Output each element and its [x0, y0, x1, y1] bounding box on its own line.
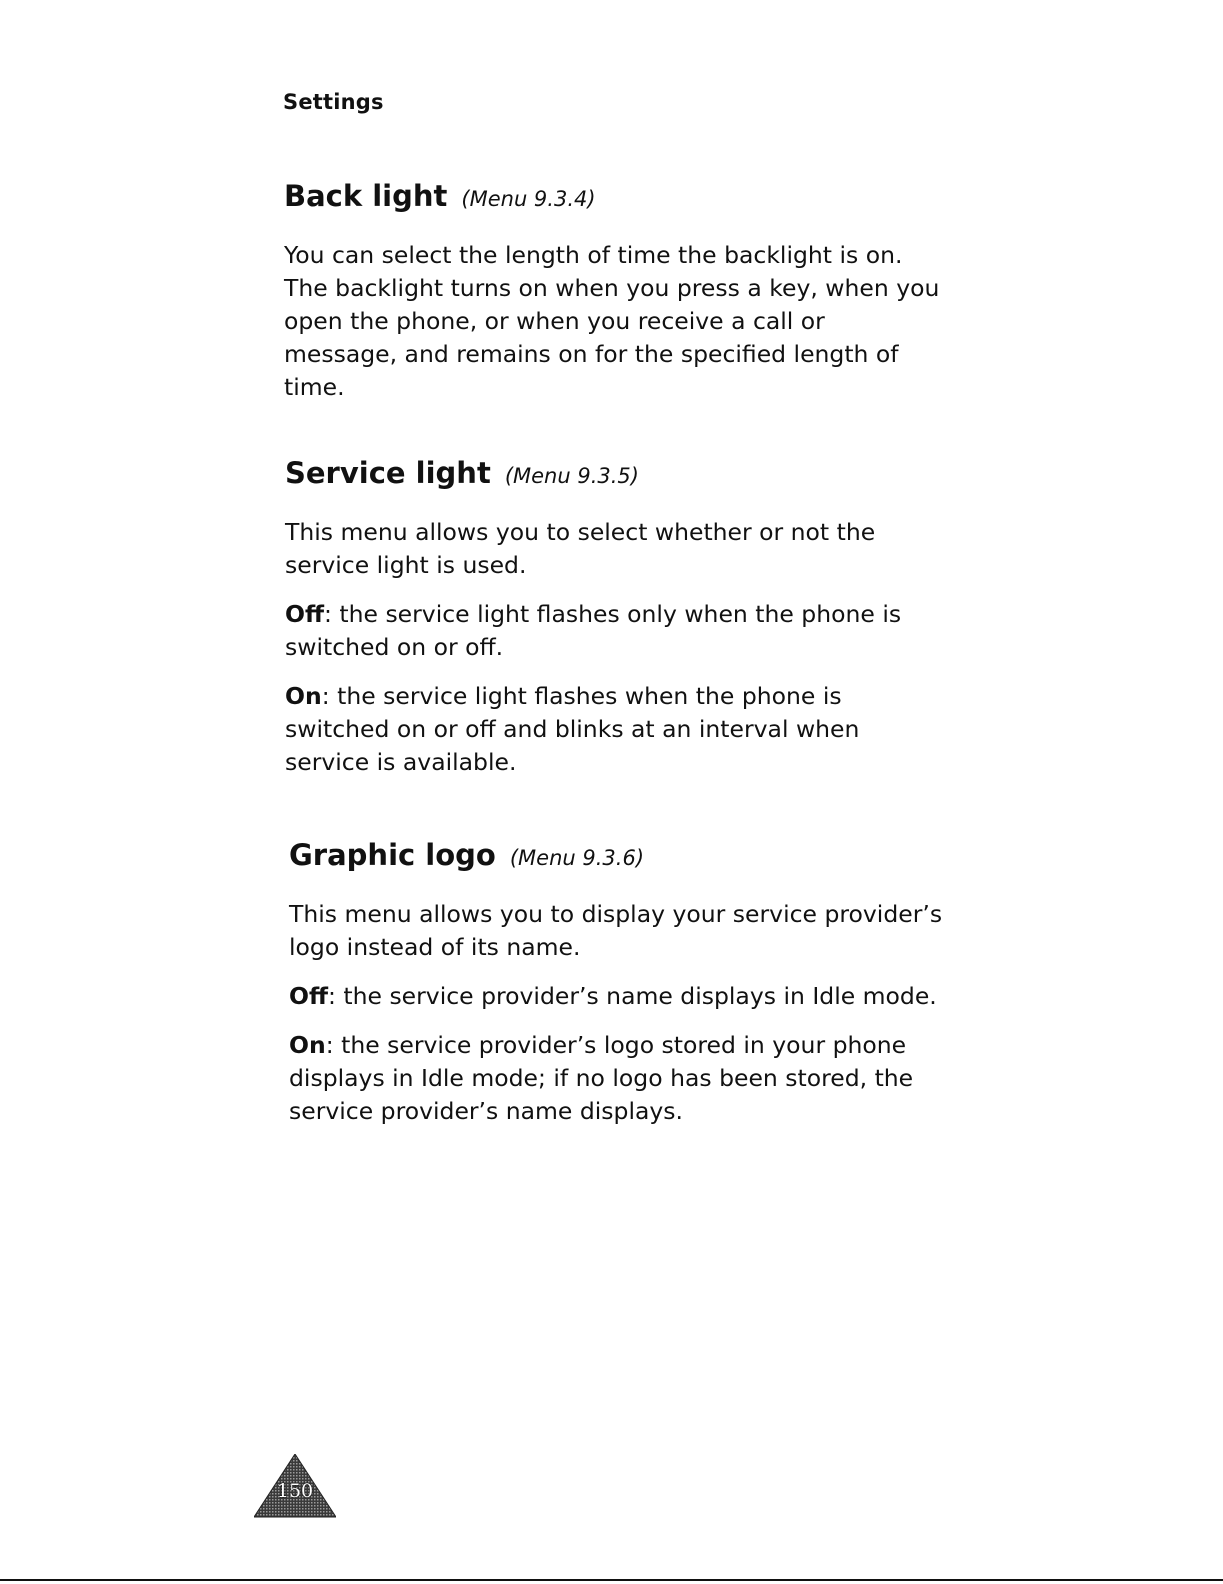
- option-term: Off: [285, 600, 325, 628]
- section-service-light: [285, 455, 945, 795]
- section-heading: [289, 837, 949, 876]
- option-description: : the service provider’s logo stored in your phone displays in Idle mode; if no logo has been stored, the service provider’s name displays.: [289, 1031, 914, 1125]
- option-description: : the service light flashes when the phone is switched on or off and blinks at an interval when service is available.: [285, 682, 860, 776]
- paragraph: You can select the length of time the backlight is on. The backlight turns on when you press a key, when you open the phone, or when you receive a call or message, and remains on for the specified length of time.: [284, 241, 940, 401]
- option-on: [289, 1029, 949, 1128]
- paragraph-intro: This menu allows you to select whether or not the service light is used.: [285, 518, 876, 579]
- option-description: : the service provider’s name displays in Idle mode.: [328, 982, 937, 1010]
- section-heading: [285, 455, 945, 494]
- section-title: Graphic logo: [289, 838, 496, 872]
- bottom-rule: [0, 1579, 1223, 1581]
- section-heading: [284, 178, 944, 217]
- option-off: [289, 980, 949, 1013]
- option-term: Off: [289, 982, 329, 1010]
- paragraph-intro: This menu allows you to display your service provider’s logo instead of its name.: [289, 900, 943, 961]
- option-off: [285, 598, 945, 664]
- option-description: : the service light flashes only when the phone is switched on or off.: [285, 600, 902, 661]
- page-number: 150: [276, 1480, 314, 1502]
- running-header: Settings: [283, 90, 384, 114]
- section-back-light: [284, 178, 944, 420]
- menu-reference: (Menu 9.3.6): [509, 846, 645, 870]
- section-title: Back light: [284, 179, 448, 213]
- section-title: Service light: [285, 456, 491, 490]
- option-on: [285, 680, 945, 779]
- menu-reference: (Menu 9.3.5): [504, 464, 639, 488]
- option-term: On: [289, 1031, 326, 1059]
- option-term: On: [285, 682, 322, 710]
- page-marker: [254, 1454, 336, 1518]
- section-graphic-logo: [289, 837, 949, 1144]
- menu-reference: (Menu 9.3.4): [461, 187, 596, 211]
